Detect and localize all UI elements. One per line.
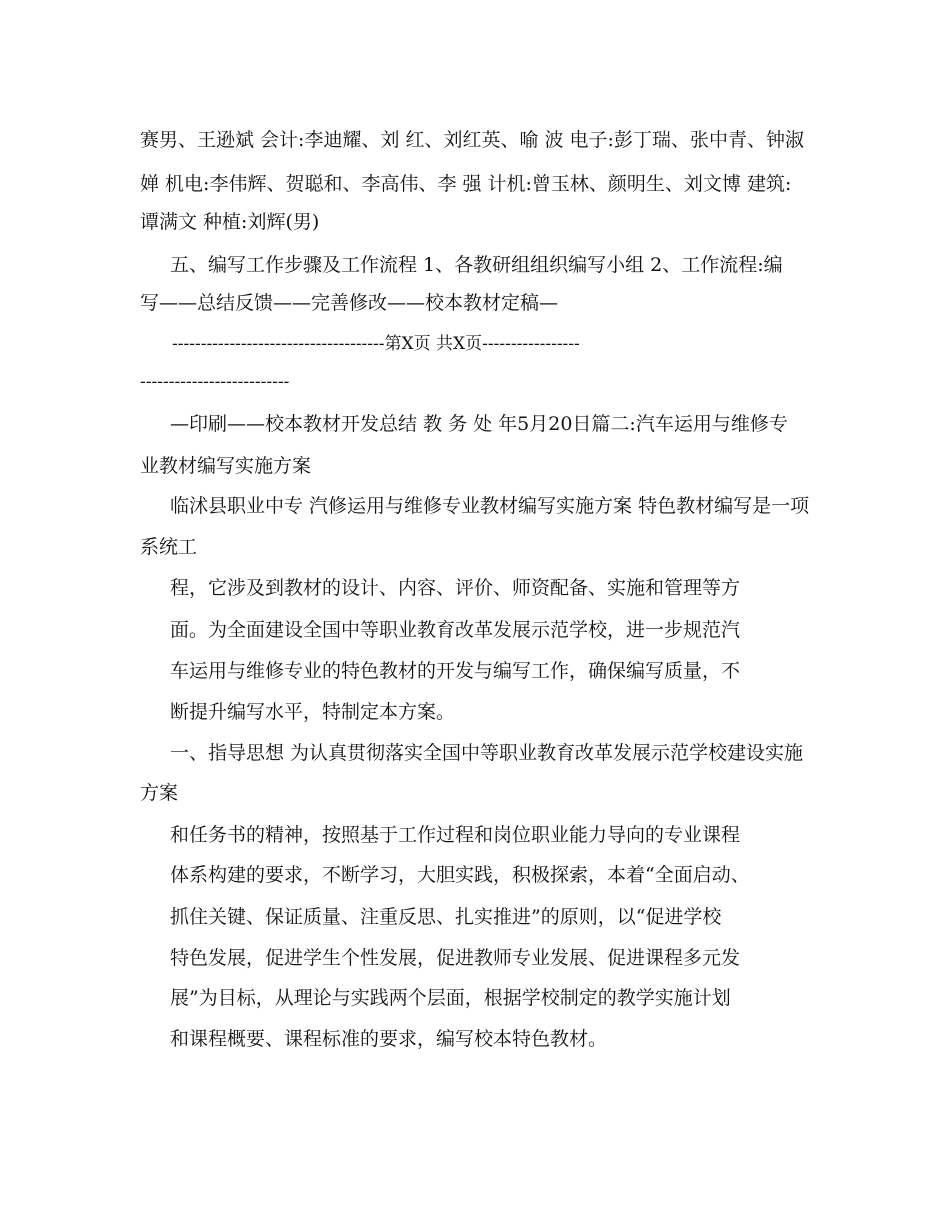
page-footer-separator: -------------------------------------第X页 共X页----------------- xyxy=(172,334,580,354)
text-line: 展”为目标，从理论与实践两个层面，根据学校制定的教学实施计划 xyxy=(170,987,731,1009)
text-line: 业教材编写实施方案 xyxy=(140,455,312,477)
text-line: —印刷——校本教材开发总结 教 务 处 年5月20日篇二:汽车运用与维修专 xyxy=(170,413,788,435)
text-line: 赛男、王逊斌 会计:李迪耀、刘 红、刘红英、喻 波 电子:彭丁瑞、张中青、钟淑 xyxy=(140,129,804,151)
text-line: 谭满文 种植:刘辉(男) xyxy=(140,211,320,233)
text-line: 五、编写工作步骤及工作流程 1、各教研组组织编写小组 2、工作流程:编 xyxy=(170,254,783,276)
text-line: 写——总结反馈——完善修改——校本教材定稿— xyxy=(140,292,559,314)
text-line: 系统工 xyxy=(140,536,198,558)
page-footer-separator: -------------------------- xyxy=(140,372,290,392)
text-line: 一、指导思想 为认真贯彻落实全国中等职业教育改革发展示范学校建设实施 xyxy=(170,742,804,764)
text-line: 临沭县职业中专 汽修运用与维修专业教材编写实施方案 特色教材编写是一项 xyxy=(170,495,810,517)
text-line: 程，它涉及到教材的设计、内容、评价、师资配备、实施和管理等方 xyxy=(170,577,741,599)
text-line: 和任务书的精神，按照基于工作过程和岗位职业能力导向的专业课程 xyxy=(170,824,741,846)
text-line: 断提升编写水平，特制定本方案。 xyxy=(170,701,456,723)
text-line: 面。为全面建设全国中等职业教育改革发展示范学校，进一步规范汽 xyxy=(170,619,741,641)
text-line: 特色发展，促进学生个性发展，促进教师专业发展、促进课程多元发 xyxy=(170,947,741,969)
text-line: 车运用与维修专业的特色教材的开发与编写工作，确保编写质量，不 xyxy=(170,660,741,682)
text-line: 方案 xyxy=(140,782,179,804)
text-line: 抓住关键、保证质量、注重反思、扎实推进”的原则，以“促进学校 xyxy=(170,906,722,928)
text-line: 体系构建的要求，不断学习，大胆实践，积极探索，本着“全面启动、 xyxy=(170,864,750,886)
text-line: 婵 机电:李伟辉、贺聪和、李高伟、李 强 计机:曾玉林、颜明生、刘文博 建筑: xyxy=(140,173,792,195)
text-line: 和课程概要、课程标准的要求，编写校本特色教材。 xyxy=(170,1028,608,1050)
